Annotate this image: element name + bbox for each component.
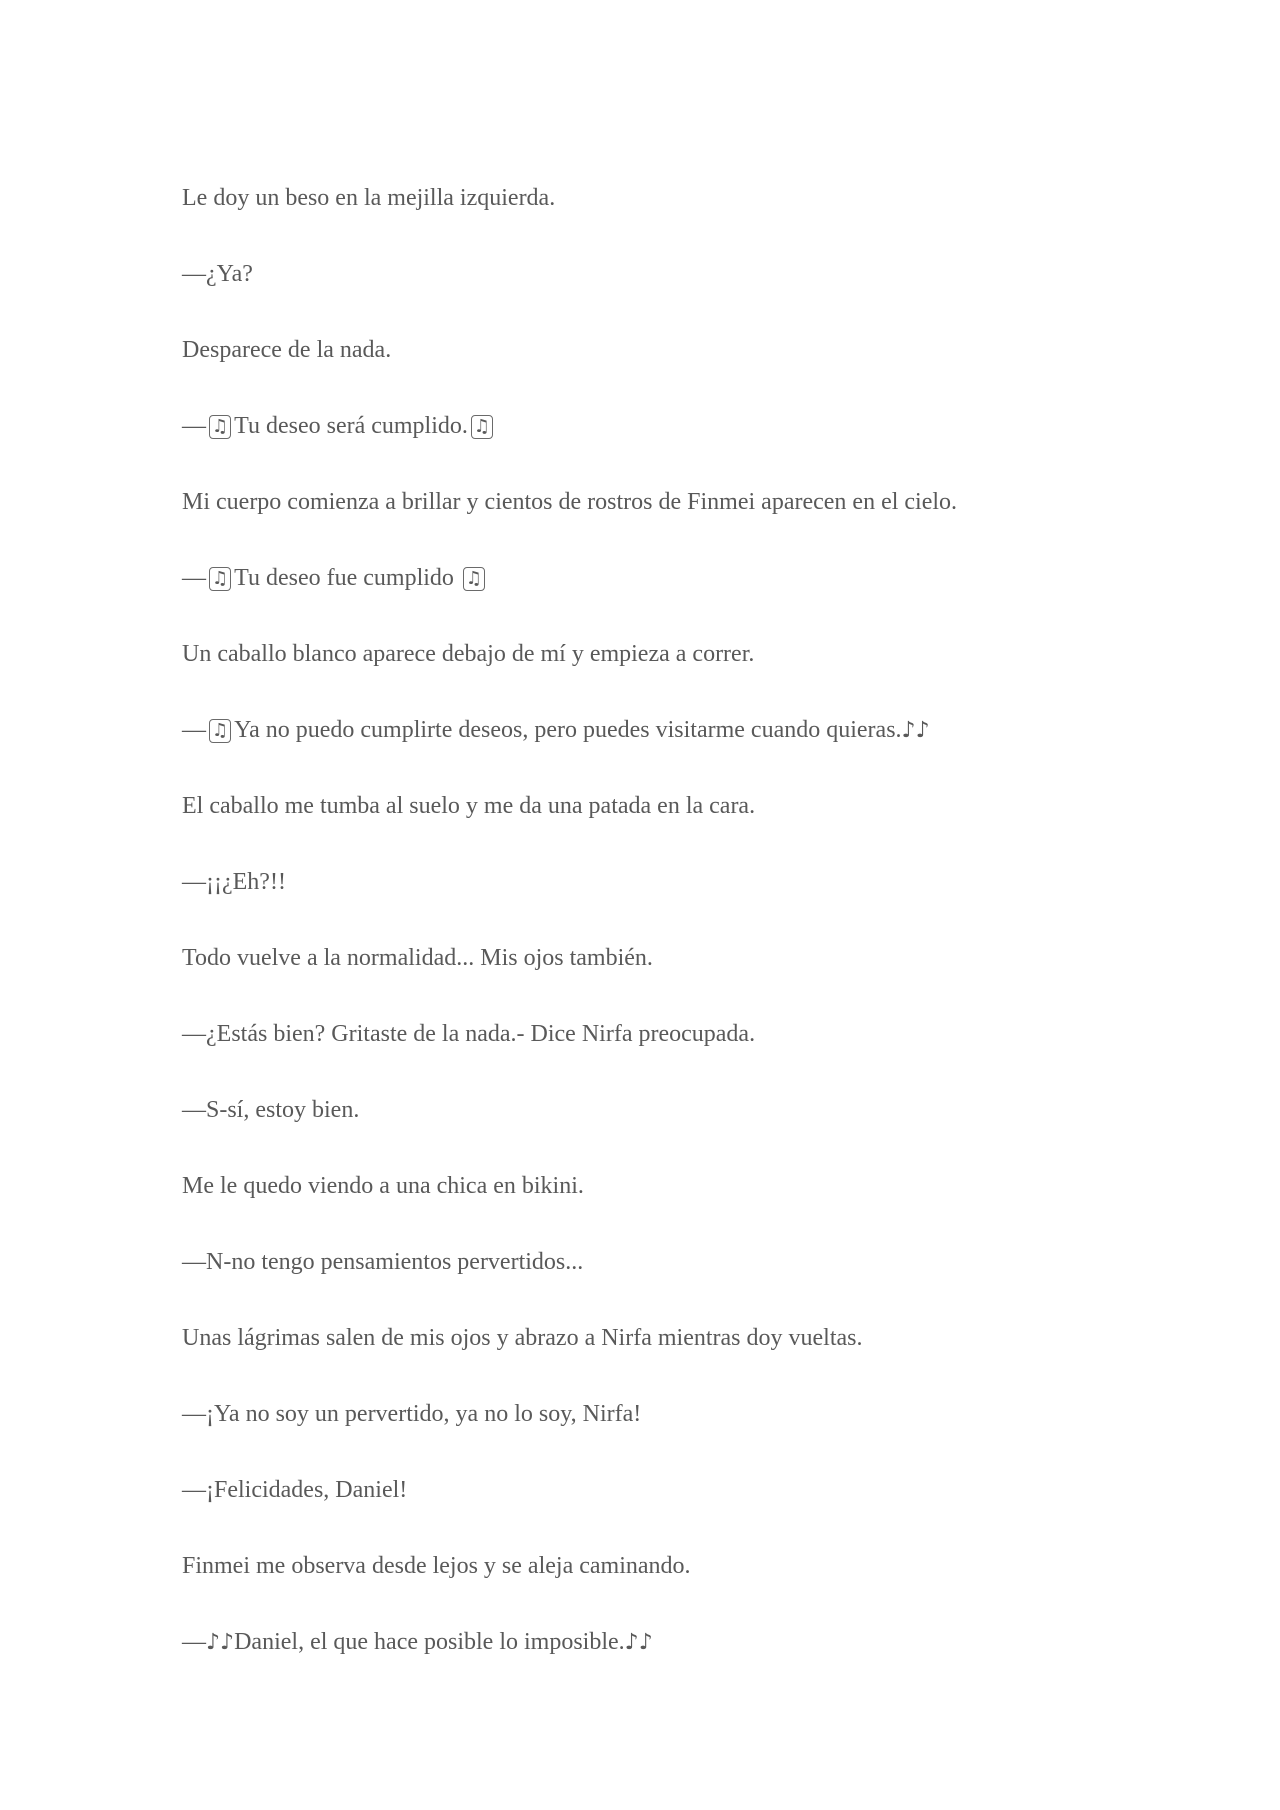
dialogue-text: Tu deseo será cumplido. [234, 413, 468, 439]
music-note-box-icon: ♫ [471, 415, 493, 439]
music-note-box-icon: ♫ [209, 567, 231, 591]
paragraph: Mi cuerpo comienza a brillar y cientos de rostros de Finmei aparecen en el cielo. [182, 489, 958, 515]
music-note-box-icon: ♫ [209, 719, 231, 743]
dialogue-line [182, 1628, 653, 1657]
paragraph: Unas lágrimas salen de mis ojos y abrazo a Nirfa mientras doy vueltas. [182, 1325, 863, 1351]
paragraph: Todo vuelve a la normalidad... Mis ojos también. [182, 945, 653, 971]
dialogue-line: —¡Ya no soy un pervertido, ya no lo soy, Nirfa! [182, 1401, 642, 1427]
dialogue-dash: — [182, 565, 206, 591]
music-note-box-icon: ♫ [209, 415, 231, 439]
music-notes-icon: ♪♪ [206, 1630, 235, 1655]
music-note-box-icon: ♫ [463, 567, 485, 591]
dialogue-line [182, 716, 930, 745]
dialogue-line: —¡¡¿Eh?!! [182, 869, 286, 895]
dialogue-line: —S-sí, estoy bien. [182, 1097, 360, 1123]
paragraph: El caballo me tumba al suelo y me da una patada en la cara. [182, 793, 756, 819]
dialogue-dash: — [182, 413, 206, 439]
paragraph: Desparece de la nada. [182, 337, 392, 363]
paragraph: Le doy un beso en la mejilla izquierda. [182, 185, 556, 211]
dialogue-line [182, 564, 488, 592]
dialogue-dash: — [182, 717, 206, 743]
paragraph: Me le quedo viendo a una chica en bikini. [182, 1173, 584, 1199]
music-notes-icon: ♪♪ [901, 718, 930, 743]
paragraph: Finmei me observa desde lejos y se aleja caminando. [182, 1553, 691, 1579]
dialogue-line: —N-no tengo pensamientos pervertidos... [182, 1249, 584, 1275]
dialogue-text: Daniel, el que hace posible lo imposible. [234, 1629, 625, 1655]
music-notes-icon: ♪♪ [624, 1630, 653, 1655]
dialogue-line [182, 412, 496, 440]
dialogue-line: —¿Ya? [182, 261, 253, 287]
dialogue-text: Ya no puedo cumplirte deseos, pero puedes visitarme cuando quieras. [234, 717, 902, 743]
paragraph: Un caballo blanco aparece debajo de mí y empieza a correr. [182, 641, 755, 667]
dialogue-text: Tu deseo fue cumplido [234, 565, 460, 591]
dialogue-line: —¡Felicidades, Daniel! [182, 1477, 408, 1503]
dialogue-dash: — [182, 1629, 206, 1655]
dialogue-line: —¿Estás bien? Gritaste de la nada.- Dice Nirfa preocupada. [182, 1021, 756, 1047]
